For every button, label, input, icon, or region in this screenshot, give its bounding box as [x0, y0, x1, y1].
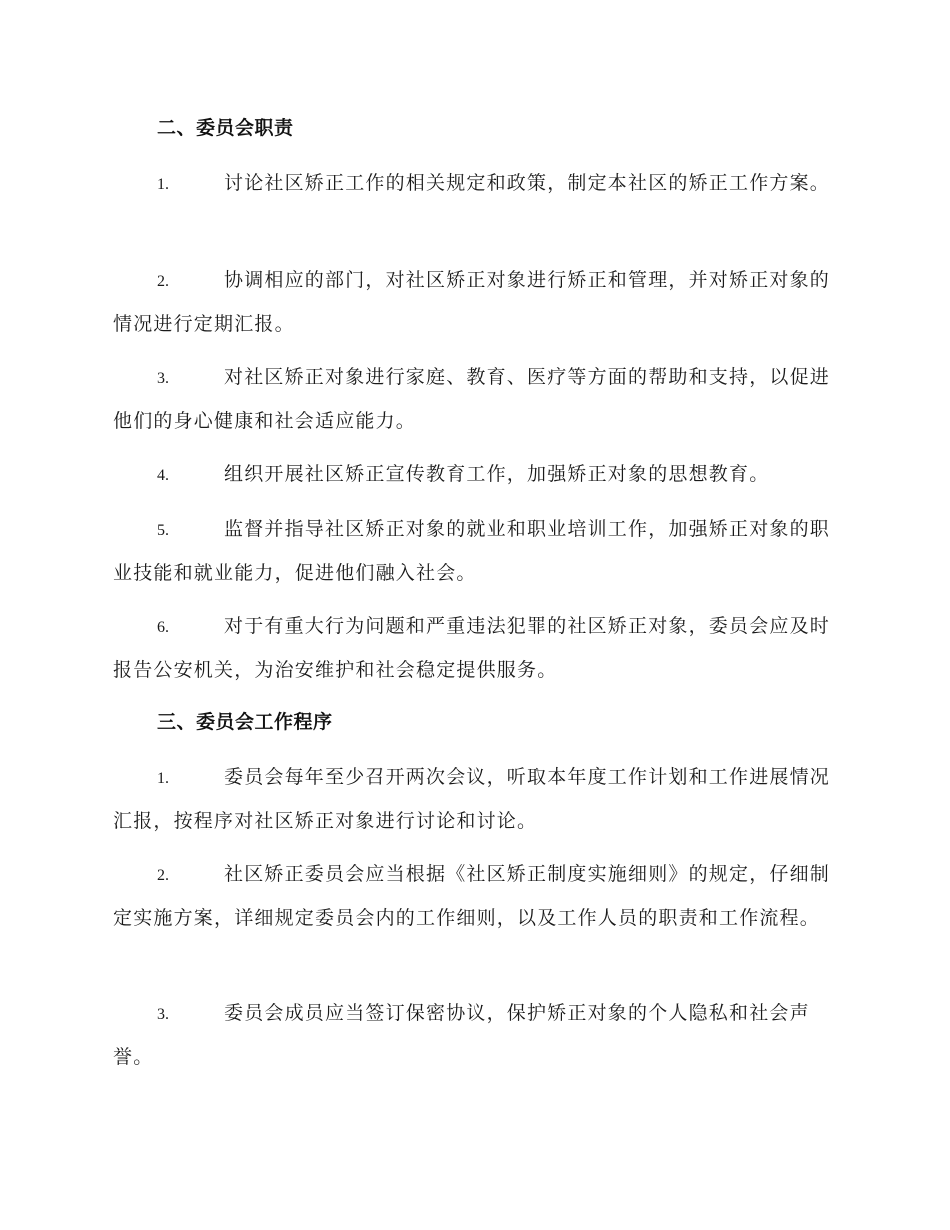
- item-text: 监督并指导社区矫正对象的就业和职业培训工作，加强矫正对象的职业技能和就业能力，促进他们融入社会。: [113, 518, 831, 584]
- section-heading-duties: 二、委员会职责: [157, 117, 294, 139]
- item-text: 讨论社区矫正工作的相关规定和政策，制定本社区的矫正工作方案。: [224, 172, 831, 194]
- procedure-item-2: [113, 853, 835, 939]
- item-text: 对于有重大行为问题和严重违法犯罪的社区矫正对象，委员会应及时报告公安机关，为治安维护和社会稳定提供服务。: [113, 615, 831, 681]
- item-text: 社区矫正委员会应当根据《社区矫正制度实施细则》的规定，仔细制定实施方案，详细规定委员会内的工作细则，以及工作人员的职责和工作流程。: [113, 863, 831, 929]
- duty-item-1: [113, 162, 835, 206]
- duty-item-6: [113, 605, 835, 691]
- item-text: 委员会成员应当签订保密协议，保护矫正对象的个人隐私和社会声誉。: [113, 1002, 810, 1068]
- duty-item-4: [113, 453, 835, 497]
- item-number: 5.: [157, 522, 169, 539]
- item-number: 1.: [157, 770, 169, 787]
- procedure-item-1: [113, 756, 835, 842]
- item-text: 委员会每年至少召开两次会议，听取本年度工作计划和工作进展情况汇报，按程序对社区矫正对象进行讨论和讨论。: [113, 766, 831, 832]
- section-heading-procedures: 三、委员会工作程序: [157, 711, 333, 733]
- item-number: 1.: [157, 176, 169, 193]
- item-number: 4.: [157, 467, 169, 484]
- item-text: 协调相应的部门，对社区矫正对象进行矫正和管理，并对矫正对象的情况进行定期汇报。: [113, 269, 831, 335]
- item-number: 2.: [157, 273, 169, 290]
- item-text: 组织开展社区矫正宣传教育工作，加强矫正对象的思想教育。: [224, 463, 770, 485]
- item-text: 对社区矫正对象进行家庭、教育、医疗等方面的帮助和支持，以促进他们的身心健康和社会适应能力。: [113, 366, 831, 432]
- item-number: 3.: [157, 370, 169, 387]
- procedure-item-3: [113, 992, 835, 1078]
- item-number: 2.: [157, 867, 169, 884]
- item-number: 6.: [157, 619, 169, 636]
- duty-item-3: [113, 356, 835, 442]
- item-number: 3.: [157, 1006, 169, 1023]
- duty-item-5: [113, 508, 835, 594]
- duty-item-2: [113, 259, 835, 345]
